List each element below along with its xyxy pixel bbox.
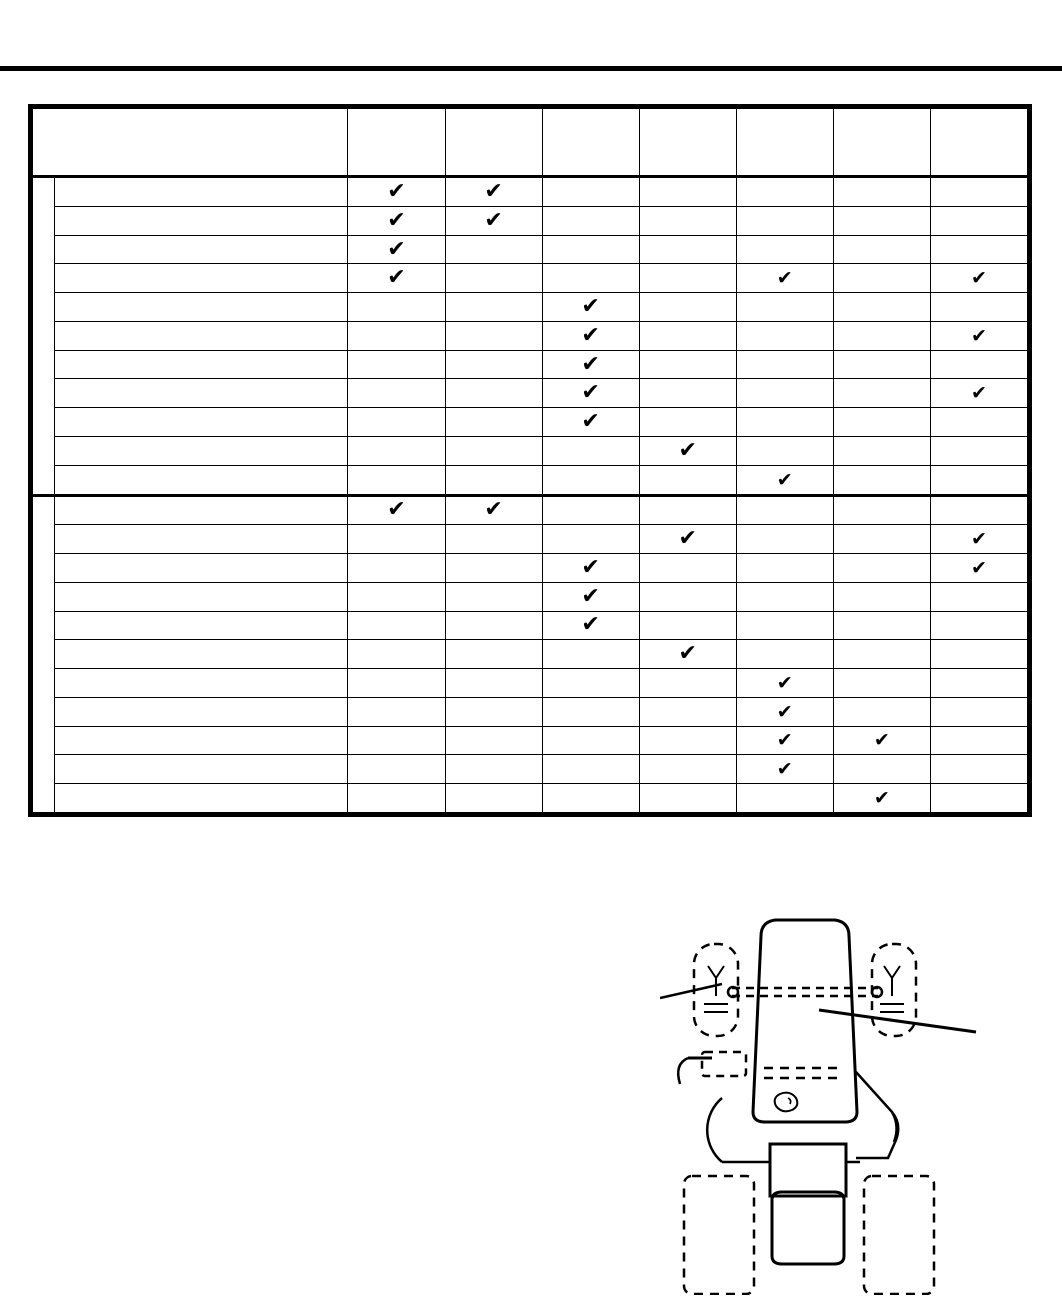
check-cell-empty <box>639 235 736 264</box>
check-cell-empty <box>833 697 930 726</box>
table-row <box>33 206 1028 235</box>
column-header-int7 <box>930 109 1027 177</box>
check-cell-empty <box>542 697 639 726</box>
check-cell-empty <box>348 408 445 437</box>
check-cell-empty <box>736 321 833 350</box>
table-row <box>33 293 1028 322</box>
check-cell-empty <box>445 726 542 755</box>
check-cell-empty <box>736 611 833 640</box>
check-cell-empty <box>930 495 1027 525</box>
check-cell-empty <box>639 408 736 437</box>
check-cell-empty <box>445 321 542 350</box>
check-cell-empty <box>445 465 542 495</box>
check-cell-empty <box>930 408 1027 437</box>
check-cell-empty <box>348 582 445 611</box>
table-row <box>33 177 1028 207</box>
task-label <box>55 321 348 350</box>
check-cell-empty <box>930 235 1027 264</box>
check-cell-empty <box>445 697 542 726</box>
task-label <box>55 436 348 465</box>
task-label <box>55 350 348 379</box>
check-cell-empty <box>930 293 1027 322</box>
check-cell-empty <box>445 235 542 264</box>
check-icon: ✔ <box>387 265 406 291</box>
check-cell-empty <box>639 321 736 350</box>
section-bar-section-2 <box>33 495 55 812</box>
check-cell-empty <box>542 235 639 264</box>
check-cell-marked <box>445 177 542 207</box>
table-row <box>33 640 1028 669</box>
check-cell-empty <box>833 640 930 669</box>
check-icon: ✔ <box>387 207 406 233</box>
task-label <box>55 554 348 583</box>
check-icon: ✔ <box>873 787 890 810</box>
check-cell-marked <box>930 321 1027 350</box>
check-cell-empty <box>833 582 930 611</box>
table-header-row <box>33 109 1028 177</box>
check-cell-empty <box>736 436 833 465</box>
task-label <box>55 264 348 293</box>
check-cell-empty <box>833 177 930 207</box>
check-cell-empty <box>930 726 1027 755</box>
check-cell-empty <box>445 350 542 379</box>
check-cell-empty <box>348 321 445 350</box>
check-cell-empty <box>736 784 833 813</box>
check-cell-empty <box>833 408 930 437</box>
check-cell-empty <box>639 784 736 813</box>
check-cell-empty <box>833 235 930 264</box>
schedule-grid <box>32 108 1028 813</box>
column-header-int4 <box>639 109 736 177</box>
check-icon: ✔ <box>873 729 890 752</box>
check-cell-empty <box>445 554 542 583</box>
check-cell-marked <box>348 177 445 207</box>
check-cell-empty <box>833 495 930 525</box>
check-cell-marked <box>348 495 445 525</box>
table-row <box>33 582 1028 611</box>
task-label <box>55 379 348 408</box>
check-cell-empty <box>833 293 930 322</box>
table-row <box>33 408 1028 437</box>
check-cell-marked <box>736 465 833 495</box>
check-cell-empty <box>833 206 930 235</box>
check-icon: ✔ <box>581 612 600 638</box>
check-cell-empty <box>736 206 833 235</box>
check-cell-empty <box>445 408 542 437</box>
check-cell-empty <box>833 436 930 465</box>
check-icon: ✔ <box>678 641 697 667</box>
check-cell-empty <box>348 436 445 465</box>
table-row <box>33 726 1028 755</box>
task-label <box>55 465 348 495</box>
check-icon: ✔ <box>678 437 697 463</box>
check-cell-marked <box>833 784 930 813</box>
check-icon: ✔ <box>970 556 987 579</box>
check-cell-empty <box>639 465 736 495</box>
check-cell-marked <box>542 582 639 611</box>
check-cell-empty <box>542 177 639 207</box>
check-cell-empty <box>639 379 736 408</box>
table-row <box>33 379 1028 408</box>
check-cell-empty <box>639 726 736 755</box>
task-label <box>55 611 348 640</box>
check-cell-marked <box>445 495 542 525</box>
check-cell-empty <box>930 697 1027 726</box>
section-bar-section-1 <box>33 177 55 495</box>
check-cell-empty <box>736 379 833 408</box>
check-cell-empty <box>736 408 833 437</box>
check-cell-empty <box>348 350 445 379</box>
column-header-int5 <box>736 109 833 177</box>
check-cell-empty <box>736 293 833 322</box>
check-cell-empty <box>348 784 445 813</box>
check-cell-empty <box>348 697 445 726</box>
check-icon: ✔ <box>776 267 793 290</box>
task-label <box>55 293 348 322</box>
check-cell-empty <box>736 640 833 669</box>
check-cell-empty <box>833 525 930 554</box>
check-cell-empty <box>639 293 736 322</box>
check-cell-empty <box>930 669 1027 698</box>
check-icon: ✔ <box>387 497 406 523</box>
check-cell-empty <box>930 350 1027 379</box>
check-icon: ✔ <box>581 554 600 580</box>
check-icon: ✔ <box>484 179 503 205</box>
check-icon: ✔ <box>387 236 406 262</box>
check-cell-marked <box>348 235 445 264</box>
check-cell-empty <box>445 379 542 408</box>
column-header-int1 <box>348 109 445 177</box>
task-label <box>55 177 348 207</box>
check-cell-empty <box>833 379 930 408</box>
check-cell-empty <box>930 640 1027 669</box>
check-cell-marked <box>736 755 833 784</box>
check-cell-empty <box>348 525 445 554</box>
task-label <box>55 206 348 235</box>
check-icon: ✔ <box>970 382 987 405</box>
table-row <box>33 755 1028 784</box>
check-cell-empty <box>348 293 445 322</box>
check-icon: ✔ <box>678 526 697 552</box>
check-cell-empty <box>348 611 445 640</box>
check-cell-empty <box>736 525 833 554</box>
check-cell-empty <box>639 582 736 611</box>
task-label <box>55 640 348 669</box>
table-row <box>33 465 1028 495</box>
check-cell-empty <box>833 321 930 350</box>
check-cell-marked <box>542 293 639 322</box>
check-icon: ✔ <box>970 324 987 347</box>
task-label <box>55 408 348 437</box>
column-header-int3 <box>542 109 639 177</box>
check-cell-empty <box>930 755 1027 784</box>
check-cell-empty <box>639 495 736 525</box>
check-cell-empty <box>930 177 1027 207</box>
check-cell-empty <box>639 264 736 293</box>
check-cell-empty <box>833 554 930 583</box>
check-cell-empty <box>930 436 1027 465</box>
check-icon: ✔ <box>581 380 600 406</box>
table-row <box>33 264 1028 293</box>
check-cell-marked <box>930 525 1027 554</box>
check-cell-empty <box>930 465 1027 495</box>
task-label <box>55 726 348 755</box>
check-cell-empty <box>833 755 930 784</box>
check-cell-empty <box>736 350 833 379</box>
header-gutter-cell <box>33 109 348 177</box>
check-cell-empty <box>348 726 445 755</box>
check-icon: ✔ <box>581 322 600 348</box>
check-cell-empty <box>833 465 930 495</box>
check-cell-empty <box>445 611 542 640</box>
table-row <box>33 495 1028 525</box>
check-cell-marked <box>542 408 639 437</box>
check-icon: ✔ <box>970 267 987 290</box>
check-cell-empty <box>542 495 639 525</box>
task-label <box>55 697 348 726</box>
column-header-int6 <box>833 109 930 177</box>
check-cell-empty <box>445 784 542 813</box>
task-label <box>55 582 348 611</box>
check-cell-empty <box>639 177 736 207</box>
check-icon: ✔ <box>776 468 793 491</box>
check-cell-marked <box>445 206 542 235</box>
check-cell-empty <box>639 697 736 726</box>
task-label <box>55 495 348 525</box>
check-icon: ✔ <box>484 497 503 523</box>
check-cell-marked <box>639 436 736 465</box>
check-cell-empty <box>542 784 639 813</box>
check-icon: ✔ <box>581 409 600 435</box>
check-cell-empty <box>930 582 1027 611</box>
check-cell-marked <box>542 554 639 583</box>
check-cell-empty <box>542 669 639 698</box>
table-row <box>33 321 1028 350</box>
check-cell-empty <box>348 379 445 408</box>
check-cell-empty <box>445 669 542 698</box>
check-cell-marked <box>542 611 639 640</box>
table-row <box>33 697 1028 726</box>
page-top-rule <box>0 66 1062 71</box>
check-cell-empty <box>736 582 833 611</box>
check-cell-empty <box>445 436 542 465</box>
check-cell-marked <box>930 264 1027 293</box>
task-label <box>55 784 348 813</box>
check-icon: ✔ <box>581 351 600 377</box>
check-cell-empty <box>639 206 736 235</box>
check-cell-marked <box>348 206 445 235</box>
table-row <box>33 784 1028 813</box>
task-label <box>55 235 348 264</box>
check-cell-empty <box>930 784 1027 813</box>
check-icon: ✔ <box>776 758 793 781</box>
check-cell-empty <box>445 264 542 293</box>
check-cell-empty <box>348 465 445 495</box>
check-cell-marked <box>639 525 736 554</box>
table-row <box>33 525 1028 554</box>
check-cell-empty <box>833 611 930 640</box>
check-cell-marked <box>639 640 736 669</box>
table-row <box>33 611 1028 640</box>
check-cell-empty <box>542 264 639 293</box>
check-cell-marked <box>542 350 639 379</box>
check-cell-empty <box>930 206 1027 235</box>
check-cell-empty <box>542 755 639 784</box>
check-cell-marked <box>542 379 639 408</box>
check-cell-marked <box>542 321 639 350</box>
maintenance-schedule-table <box>28 104 1032 817</box>
check-cell-empty <box>639 669 736 698</box>
check-cell-empty <box>542 436 639 465</box>
check-cell-marked <box>930 379 1027 408</box>
check-cell-empty <box>639 350 736 379</box>
check-cell-empty <box>348 669 445 698</box>
check-cell-marked <box>736 697 833 726</box>
check-cell-empty <box>445 755 542 784</box>
check-cell-empty <box>833 264 930 293</box>
check-cell-marked <box>736 264 833 293</box>
check-cell-empty <box>445 582 542 611</box>
check-cell-empty <box>542 726 639 755</box>
check-icon: ✔ <box>776 671 793 694</box>
check-icon: ✔ <box>484 207 503 233</box>
check-cell-empty <box>348 755 445 784</box>
column-header-int2 <box>445 109 542 177</box>
check-cell-marked <box>348 264 445 293</box>
check-icon: ✔ <box>776 700 793 723</box>
task-label <box>55 669 348 698</box>
check-cell-empty <box>930 611 1027 640</box>
table-row <box>33 436 1028 465</box>
check-cell-marked <box>930 554 1027 583</box>
check-cell-empty <box>542 206 639 235</box>
check-cell-empty <box>736 554 833 583</box>
task-label <box>55 755 348 784</box>
check-icon: ✔ <box>581 583 600 609</box>
check-icon: ✔ <box>776 729 793 752</box>
check-cell-empty <box>736 235 833 264</box>
check-cell-empty <box>542 640 639 669</box>
check-cell-empty <box>833 669 930 698</box>
check-cell-empty <box>445 525 542 554</box>
check-cell-empty <box>833 350 930 379</box>
check-cell-marked <box>833 726 930 755</box>
check-icon: ✔ <box>581 294 600 320</box>
table-row <box>33 350 1028 379</box>
check-cell-empty <box>639 611 736 640</box>
check-cell-empty <box>639 554 736 583</box>
table-row <box>33 235 1028 264</box>
task-label <box>55 525 348 554</box>
check-cell-empty <box>445 293 542 322</box>
table-row <box>33 669 1028 698</box>
check-cell-empty <box>542 525 639 554</box>
check-cell-empty <box>445 640 542 669</box>
check-icon: ✔ <box>387 179 406 205</box>
check-cell-empty <box>736 495 833 525</box>
check-icon: ✔ <box>970 528 987 551</box>
check-cell-empty <box>736 177 833 207</box>
table-row <box>33 554 1028 583</box>
check-cell-marked <box>736 726 833 755</box>
check-cell-empty <box>348 640 445 669</box>
check-cell-empty <box>542 465 639 495</box>
check-cell-marked <box>736 669 833 698</box>
check-cell-empty <box>639 755 736 784</box>
tractor-diagram <box>660 900 990 1295</box>
check-cell-empty <box>348 554 445 583</box>
